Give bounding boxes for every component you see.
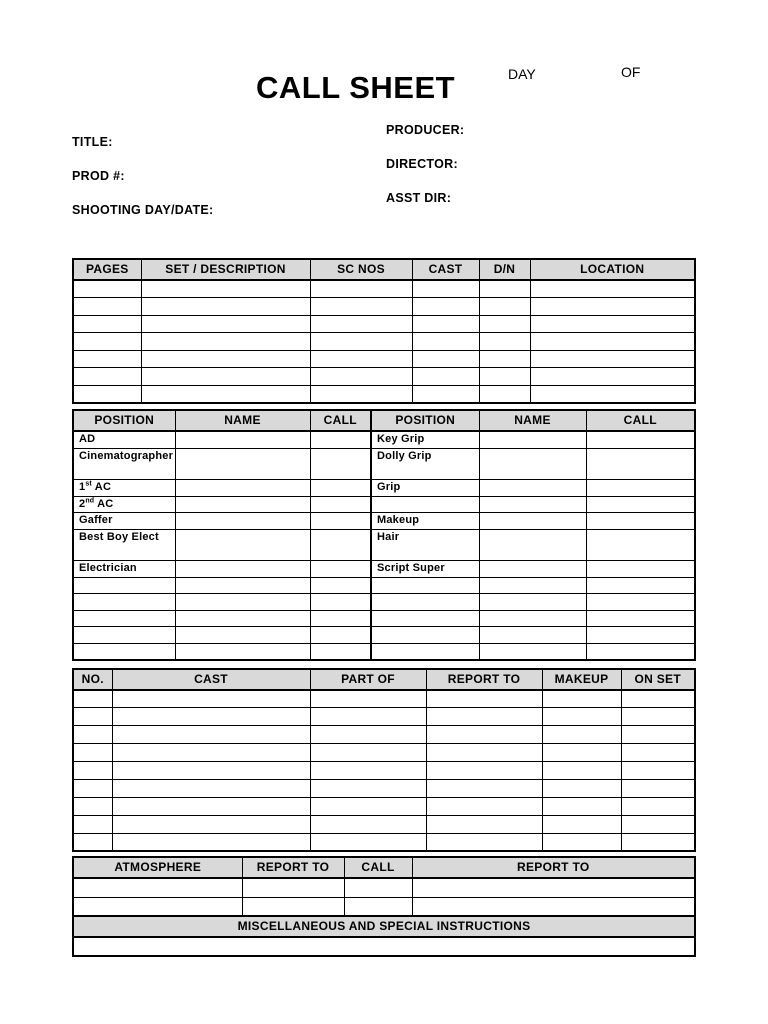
table-cell[interactable] (73, 315, 141, 333)
table-cell[interactable] (141, 280, 310, 298)
table-cell[interactable] (479, 280, 530, 298)
table-cell[interactable] (479, 386, 530, 404)
table-cell[interactable] (310, 315, 412, 333)
table-row (73, 744, 695, 762)
table-cell[interactable] (310, 333, 412, 351)
table-cell[interactable] (175, 431, 310, 448)
table-cell[interactable] (586, 496, 695, 513)
day-label: DAY (508, 66, 536, 82)
col-makeup-header: MAKEUP (542, 669, 621, 690)
table-cell[interactable] (310, 744, 426, 762)
table-cell[interactable] (621, 762, 695, 780)
title-field-label: TITLE: (72, 135, 113, 149)
crew-position-left (73, 577, 175, 594)
crew-position-left (73, 627, 175, 644)
table-cell[interactable] (141, 350, 310, 368)
asst-dir-field-label: ASST DIR: (386, 191, 452, 205)
table-cell[interactable] (530, 368, 695, 386)
table-cell[interactable] (530, 386, 695, 404)
table-row (73, 431, 695, 448)
crew-position-right: Key Grip (371, 431, 479, 448)
crew-position-right: Dolly Grip (371, 448, 479, 480)
table-cell[interactable] (586, 480, 695, 497)
table-cell[interactable] (586, 594, 695, 611)
table-cell[interactable] (412, 280, 479, 298)
col-cast-name-header: CAST (112, 669, 310, 690)
table-cell[interactable] (542, 797, 621, 815)
table-cell[interactable] (479, 368, 530, 386)
table-cell[interactable] (586, 448, 695, 480)
table-cell[interactable] (412, 298, 479, 316)
table-cell[interactable] (73, 350, 141, 368)
col-part-of-header: PART OF (310, 669, 426, 690)
table-row (73, 350, 695, 368)
table-cell[interactable] (586, 513, 695, 530)
crew-position-left: AD (73, 431, 175, 448)
table-cell[interactable] (175, 643, 310, 660)
table-cell[interactable] (112, 779, 310, 797)
crew-position-left (73, 594, 175, 611)
table-row (73, 280, 695, 298)
crew-position-left: Cinematographer (73, 448, 175, 480)
table-cell[interactable] (586, 431, 695, 448)
table-cell[interactable] (530, 333, 695, 351)
table-cell[interactable] (73, 797, 112, 815)
table-cell[interactable] (112, 762, 310, 780)
table-row (73, 878, 695, 897)
table-cell[interactable] (242, 897, 344, 916)
crew-position-right: Grip (371, 480, 479, 497)
table-cell[interactable] (479, 513, 586, 530)
misc-header-row (73, 916, 695, 937)
col-position-header-right: POSITION (371, 410, 479, 431)
col-name-header-right: NAME (479, 410, 586, 431)
table-cell[interactable] (310, 708, 426, 726)
table-cell[interactable] (175, 610, 310, 627)
table-cell[interactable] (310, 350, 412, 368)
table-cell[interactable] (310, 762, 426, 780)
table-cell[interactable] (412, 333, 479, 351)
crew-position-left: 2nd AC (73, 496, 175, 513)
table-cell[interactable] (542, 815, 621, 833)
table-cell[interactable] (310, 690, 426, 708)
table-cell[interactable] (426, 708, 542, 726)
table-cell[interactable] (310, 513, 371, 530)
table-cell[interactable] (426, 833, 542, 851)
table-row (73, 762, 695, 780)
crew-position-left: Gaffer (73, 513, 175, 530)
table-cell[interactable] (73, 744, 112, 762)
of-label: OF (621, 64, 641, 80)
table-row (73, 496, 695, 513)
scenes-table (72, 258, 696, 404)
crew-position-right (371, 610, 479, 627)
col-cast-header: CAST (412, 259, 479, 280)
table-cell[interactable] (426, 815, 542, 833)
table-row (73, 561, 695, 578)
table-cell[interactable] (479, 315, 530, 333)
crew-position-right (371, 627, 479, 644)
table-cell[interactable] (542, 690, 621, 708)
crew-position-left (73, 643, 175, 660)
table-cell[interactable] (73, 815, 112, 833)
table-cell[interactable] (412, 368, 479, 386)
table-cell[interactable] (73, 333, 141, 351)
table-row (73, 897, 695, 916)
table-cell[interactable] (586, 561, 695, 578)
table-cell[interactable] (112, 744, 310, 762)
table-cell[interactable] (175, 529, 310, 561)
table-cell[interactable] (141, 315, 310, 333)
table-cell[interactable] (141, 298, 310, 316)
table-cell[interactable] (141, 333, 310, 351)
crew-position-right (371, 643, 479, 660)
table-cell[interactable] (530, 315, 695, 333)
table-cell[interactable] (310, 529, 371, 561)
table-cell[interactable] (112, 833, 310, 851)
table-cell[interactable] (310, 643, 371, 660)
table-cell[interactable] (479, 627, 586, 644)
table-cell[interactable] (310, 797, 426, 815)
misc-instructions-row (73, 937, 695, 956)
table-cell[interactable] (542, 708, 621, 726)
table-cell[interactable] (73, 708, 112, 726)
table-row (73, 513, 695, 530)
table-cell[interactable] (479, 431, 586, 448)
col-atmos-call-header: CALL (344, 857, 412, 878)
table-cell[interactable] (479, 298, 530, 316)
table-cell[interactable] (73, 298, 141, 316)
table-cell[interactable] (479, 350, 530, 368)
table-row (73, 627, 695, 644)
table-row (73, 779, 695, 797)
table-cell[interactable] (310, 298, 412, 316)
crew-position-right: Hair (371, 529, 479, 561)
table-cell[interactable] (175, 561, 310, 578)
table-cell[interactable] (175, 577, 310, 594)
table-cell[interactable] (310, 577, 371, 594)
crew-position-right (371, 496, 479, 513)
col-pages-header: PAGES (73, 259, 141, 280)
table-cell[interactable] (73, 833, 112, 851)
crew-position-left: Best Boy Elect (73, 529, 175, 561)
page-title: CALL SHEET (256, 70, 456, 105)
table-cell[interactable] (112, 708, 310, 726)
table-cell[interactable] (344, 897, 412, 916)
table-cell[interactable] (586, 577, 695, 594)
table-row (73, 643, 695, 660)
table-cell[interactable] (426, 797, 542, 815)
table-cell[interactable] (542, 726, 621, 744)
table-cell[interactable] (621, 815, 695, 833)
table-cell[interactable] (530, 280, 695, 298)
table-cell[interactable] (412, 386, 479, 404)
table-cell[interactable] (73, 386, 141, 404)
table-row (73, 726, 695, 744)
table-cell[interactable] (412, 878, 695, 897)
scenes-header-row (73, 259, 695, 280)
table-cell[interactable] (586, 610, 695, 627)
table-row (73, 315, 695, 333)
misc-instructions-title: MISCELLANEOUS AND SPECIAL INSTRUCTIONS (73, 916, 695, 937)
col-location-header: LOCATION (530, 259, 695, 280)
table-row (73, 448, 695, 480)
table-cell[interactable] (112, 690, 310, 708)
table-cell[interactable] (542, 779, 621, 797)
table-cell[interactable] (426, 762, 542, 780)
crew-header-row (73, 410, 695, 431)
crew-position-right (371, 577, 479, 594)
col-atmos-report-to-header-2: REPORT TO (412, 857, 695, 878)
table-cell[interactable] (73, 779, 112, 797)
director-field-label: DIRECTOR: (386, 157, 458, 171)
table-cell[interactable] (112, 815, 310, 833)
table-cell[interactable] (426, 690, 542, 708)
table-cell[interactable] (344, 878, 412, 897)
table-cell[interactable] (426, 779, 542, 797)
crew-position-left (73, 610, 175, 627)
table-cell[interactable] (73, 897, 242, 916)
table-cell[interactable] (479, 529, 586, 561)
table-cell[interactable] (73, 690, 112, 708)
col-call-header: CALL (310, 410, 371, 431)
table-row (73, 368, 695, 386)
col-on-set-header: ON SET (621, 669, 695, 690)
table-cell[interactable] (586, 627, 695, 644)
table-cell[interactable] (310, 779, 426, 797)
table-cell[interactable] (542, 762, 621, 780)
crew-position-right (371, 594, 479, 611)
table-cell[interactable] (621, 690, 695, 708)
misc-instructions-table (72, 915, 696, 957)
crew-position-right: Makeup (371, 513, 479, 530)
table-cell[interactable] (310, 448, 371, 480)
table-row (73, 386, 695, 404)
col-atmosphere-header: ATMOSPHERE (73, 857, 242, 878)
table-cell[interactable] (542, 744, 621, 762)
table-cell[interactable] (73, 878, 242, 897)
table-cell[interactable] (479, 561, 586, 578)
table-cell[interactable] (310, 368, 412, 386)
table-cell[interactable] (479, 643, 586, 660)
table-row (73, 333, 695, 351)
table-cell[interactable] (530, 298, 695, 316)
col-name-header: NAME (175, 410, 310, 431)
table-row (73, 690, 695, 708)
table-cell[interactable] (73, 726, 112, 744)
table-cell[interactable] (479, 496, 586, 513)
cast-table (72, 668, 696, 852)
shooting-day-date-field-label: SHOOTING DAY/DATE: (72, 203, 214, 217)
table-cell[interactable] (426, 726, 542, 744)
table-row (73, 815, 695, 833)
col-sc-nos-header: SC NOS (310, 259, 412, 280)
table-cell[interactable] (175, 594, 310, 611)
table-row (73, 577, 695, 594)
table-cell[interactable] (242, 878, 344, 897)
table-cell[interactable] (621, 726, 695, 744)
crew-position-right: Script Super (371, 561, 479, 578)
table-row (73, 529, 695, 561)
table-cell[interactable] (479, 333, 530, 351)
table-cell[interactable] (621, 744, 695, 762)
table-row (73, 610, 695, 627)
prod-number-field-label: PROD #: (72, 169, 125, 183)
table-cell[interactable] (112, 726, 310, 744)
crew-position-left: 1st AC (73, 480, 175, 497)
table-cell[interactable] (479, 448, 586, 480)
table-cell[interactable] (310, 726, 426, 744)
table-cell[interactable] (586, 529, 695, 561)
table-cell[interactable] (621, 833, 695, 851)
table-row (73, 298, 695, 316)
atmosphere-table (72, 856, 696, 917)
table-cell[interactable] (141, 368, 310, 386)
table-cell[interactable] (310, 561, 371, 578)
table-cell[interactable] (310, 480, 371, 497)
table-row (73, 833, 695, 851)
col-set-description-header: SET / DESCRIPTION (141, 259, 310, 280)
table-cell[interactable] (310, 815, 426, 833)
misc-instructions-cell[interactable] (73, 937, 695, 956)
table-cell[interactable] (175, 448, 310, 480)
table-cell[interactable] (479, 577, 586, 594)
producer-field-label: PRODUCER: (386, 123, 465, 137)
table-row (73, 480, 695, 497)
table-cell[interactable] (112, 797, 310, 815)
table-cell[interactable] (310, 594, 371, 611)
table-cell[interactable] (175, 513, 310, 530)
col-atmos-report-to-header: REPORT TO (242, 857, 344, 878)
table-cell[interactable] (73, 368, 141, 386)
cast-header-row (73, 669, 695, 690)
crew-position-left: Electrician (73, 561, 175, 578)
table-cell[interactable] (310, 496, 371, 513)
table-cell[interactable] (73, 762, 112, 780)
table-row (73, 594, 695, 611)
atmosphere-header-row (73, 857, 695, 878)
table-cell[interactable] (586, 643, 695, 660)
table-cell[interactable] (141, 386, 310, 404)
table-cell[interactable] (412, 897, 695, 916)
table-cell[interactable] (310, 610, 371, 627)
table-cell[interactable] (412, 350, 479, 368)
table-cell[interactable] (175, 480, 310, 497)
table-cell[interactable] (542, 833, 621, 851)
table-cell[interactable] (479, 480, 586, 497)
table-cell[interactable] (310, 627, 371, 644)
table-cell[interactable] (175, 496, 310, 513)
col-dn-header: D/N (479, 259, 530, 280)
col-position-header: POSITION (73, 410, 175, 431)
table-cell[interactable] (310, 386, 412, 404)
table-cell[interactable] (412, 315, 479, 333)
crew-table (72, 409, 696, 661)
table-cell[interactable] (175, 627, 310, 644)
table-row (73, 797, 695, 815)
col-report-to-header: REPORT TO (426, 669, 542, 690)
table-cell[interactable] (310, 833, 426, 851)
table-cell[interactable] (479, 610, 586, 627)
table-cell[interactable] (426, 744, 542, 762)
col-call-header-right: CALL (586, 410, 695, 431)
table-cell[interactable] (73, 280, 141, 298)
table-row (73, 708, 695, 726)
table-cell[interactable] (530, 350, 695, 368)
table-cell[interactable] (310, 431, 371, 448)
col-no-header: NO. (73, 669, 112, 690)
table-cell[interactable] (621, 797, 695, 815)
table-cell[interactable] (479, 594, 586, 611)
table-cell[interactable] (310, 280, 412, 298)
table-cell[interactable] (621, 708, 695, 726)
table-cell[interactable] (621, 779, 695, 797)
